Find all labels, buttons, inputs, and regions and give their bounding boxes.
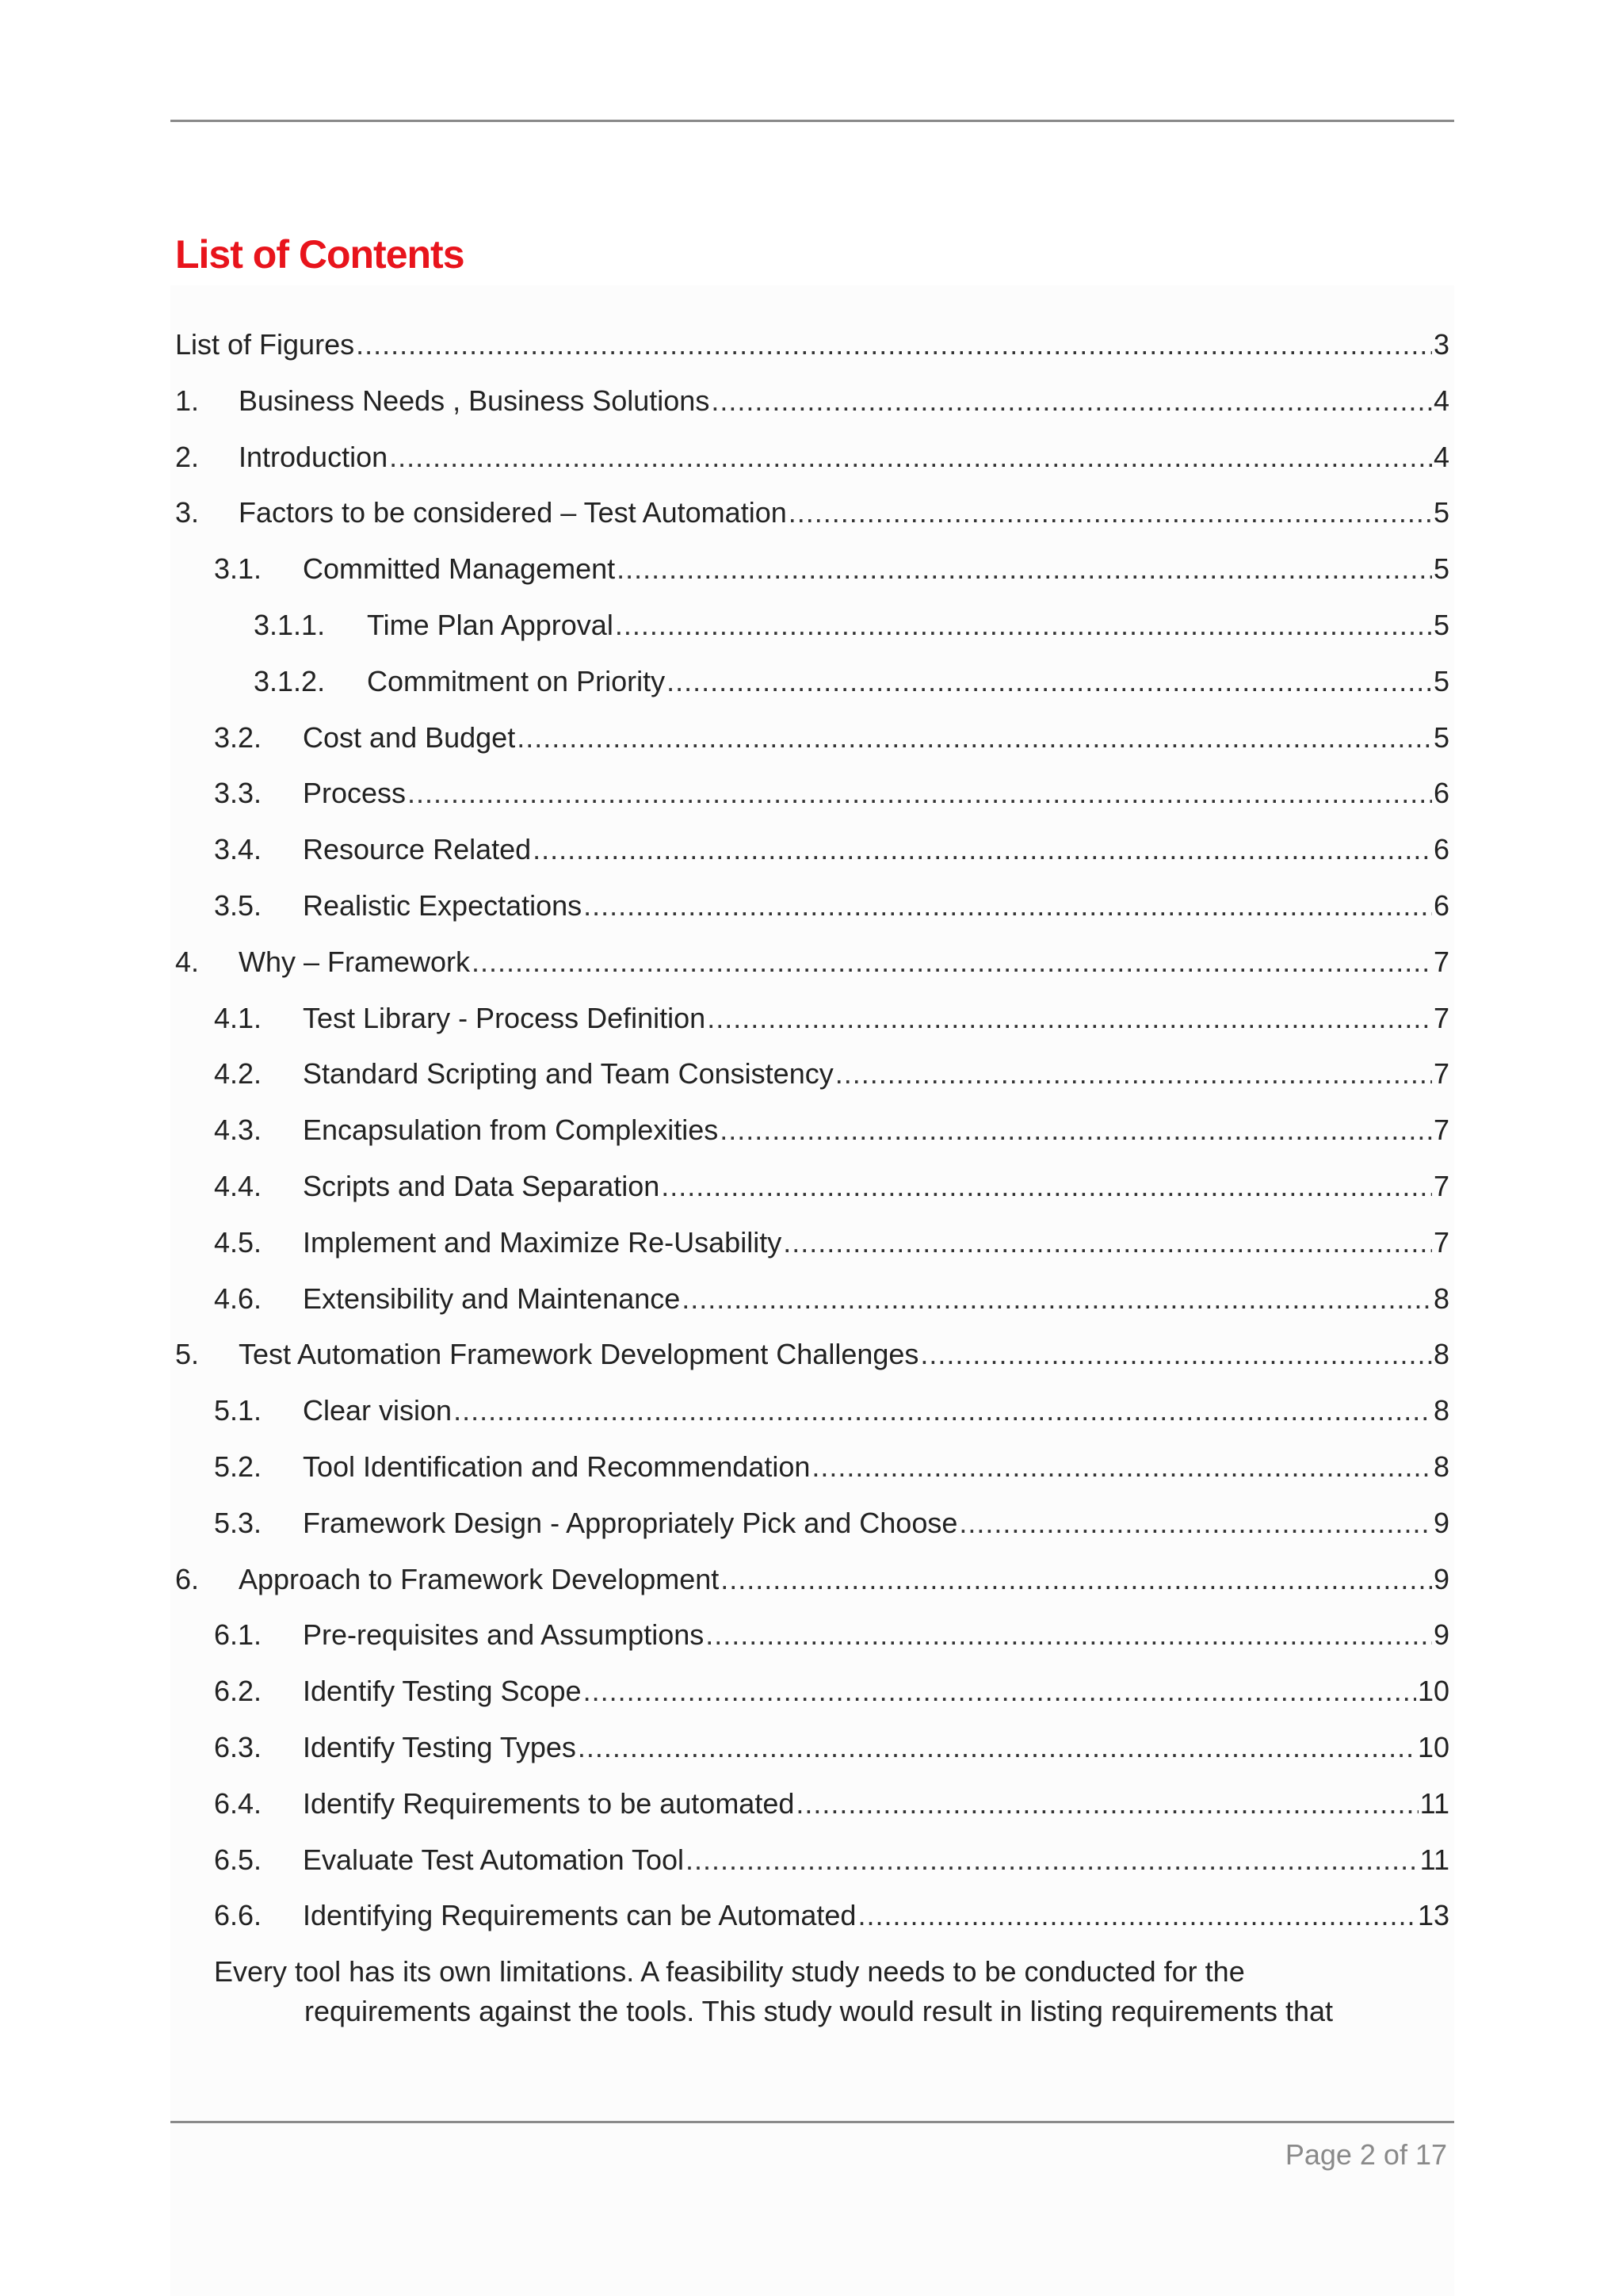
- toc-dot-leader: [453, 1391, 1432, 1431]
- toc-entry-label: Identifying Requirements can be Automated: [303, 1899, 857, 1932]
- toc-entry-number: 5.1.: [214, 1394, 262, 1427]
- toc-entry[interactable]: [214, 1110, 1449, 1150]
- body-paragraph: [214, 1952, 1450, 2031]
- toc-entry-page: 7: [1433, 1057, 1449, 1091]
- toc-entry-label: List of Figures: [175, 328, 355, 361]
- toc-entry-number: 6.6.: [214, 1899, 262, 1932]
- toc-entry[interactable]: [175, 942, 1449, 982]
- toc-entry-label: Cost and Budget: [303, 720, 516, 754]
- toc-entry-label: Time Plan Approval: [367, 609, 613, 641]
- toc-entry-page: 8: [1433, 1394, 1449, 1427]
- toc-dot-leader: [711, 381, 1432, 421]
- toc-entry[interactable]: [214, 774, 1449, 813]
- toc-entry[interactable]: [214, 1840, 1449, 1880]
- toc-entry-number: 3.1.2.: [254, 664, 326, 697]
- toc-dot-leader: [796, 1784, 1418, 1824]
- toc-entry-page: 6: [1433, 777, 1449, 810]
- toc-entry-number: 3.5.: [214, 889, 262, 922]
- toc-entry-label: Factors to be considered – Test Automation: [239, 496, 787, 529]
- toc-entry-number: 4.4.: [214, 1170, 262, 1202]
- paragraph-line-2: requirements against the tools. This study would result in listing requirements that: [304, 1995, 1333, 2027]
- toc-entry[interactable]: [175, 1560, 1449, 1599]
- toc-entry[interactable]: [214, 1615, 1449, 1655]
- toc-entry-label: Identify Testing Types: [303, 1731, 576, 1763]
- toc-entry-label: Extensibility and Maintenance: [303, 1282, 681, 1315]
- toc-dot-leader: [789, 493, 1432, 533]
- toc-entry-page: 9: [1433, 1618, 1449, 1652]
- toc-dot-leader: [720, 1110, 1432, 1150]
- toc-dot-leader: [617, 549, 1432, 589]
- toc-entry-page: 8: [1433, 1338, 1449, 1371]
- toc-entry[interactable]: [175, 325, 1449, 365]
- toc-dot-leader: [661, 1167, 1432, 1206]
- toc-dot-leader: [835, 1054, 1432, 1094]
- toc-entry[interactable]: [214, 718, 1449, 758]
- toc-entry-page: 11: [1419, 1843, 1449, 1876]
- toc-entry-label: Clear vision: [303, 1394, 453, 1427]
- toc-dot-leader: [959, 1503, 1432, 1543]
- toc-entry[interactable]: [214, 1728, 1449, 1767]
- toc-entry-page: 6: [1433, 889, 1449, 922]
- toc-entry-number: 6.2.: [214, 1675, 262, 1708]
- toc-entry-number: 1.: [175, 384, 200, 417]
- toc-entry[interactable]: [175, 1335, 1449, 1374]
- toc-dot-leader: [615, 606, 1432, 645]
- toc-entry-label: Process: [303, 777, 407, 810]
- toc-entry-number: 6.1.: [214, 1618, 262, 1652]
- toc-entry[interactable]: [214, 1503, 1449, 1543]
- toc-entry-number: 6.5.: [214, 1843, 262, 1876]
- toc-entry-number: 4.2.: [214, 1057, 262, 1091]
- footer-rule: [170, 2121, 1454, 2123]
- toc-entry-page: 5: [1433, 664, 1449, 697]
- toc-entry-page: 13: [1417, 1899, 1449, 1932]
- toc-dot-leader: [783, 1223, 1432, 1263]
- toc-entry-page: 8: [1433, 1450, 1449, 1483]
- toc-entry-page: 5: [1433, 496, 1449, 529]
- toc-entry-label: Test Library - Process Definition: [303, 1001, 706, 1034]
- toc-entry-number: 4.: [175, 945, 200, 978]
- toc-entry[interactable]: [175, 437, 1449, 477]
- toc-entry-label: Committed Management: [303, 552, 616, 586]
- toc-entry[interactable]: [214, 1896, 1449, 1935]
- toc-entry-number: 5.2.: [214, 1450, 262, 1483]
- toc-entry-number: 3.: [175, 496, 200, 529]
- toc-entry[interactable]: [214, 1671, 1449, 1711]
- toc-entry-number: 4.3.: [214, 1114, 262, 1147]
- toc-entry-page: 4: [1433, 384, 1449, 417]
- toc-heading: List of Contents: [175, 232, 464, 277]
- toc-dot-leader: [407, 774, 1432, 813]
- toc-entry-page: 5: [1433, 609, 1449, 641]
- toc-entry-number: 3.1.1.: [254, 609, 326, 641]
- toc-entry-label: Approach to Framework Development: [239, 1562, 720, 1595]
- paragraph-line-1: Every tool has its own limitations. A feasibility study needs to be conducted for the: [214, 1955, 1245, 1988]
- toc-dot-leader: [857, 1896, 1416, 1935]
- toc-entry-number: 6.4.: [214, 1786, 262, 1820]
- toc-entry-page: 7: [1433, 1225, 1449, 1259]
- toc-entry[interactable]: [175, 493, 1449, 533]
- toc-entry-number: 6.: [175, 1562, 200, 1595]
- toc-entry-page: 7: [1433, 1114, 1449, 1147]
- toc-entry-page: 7: [1433, 945, 1449, 978]
- toc-dot-leader: [517, 718, 1432, 758]
- toc-entry[interactable]: [214, 1167, 1449, 1206]
- toc-entry-page: 7: [1433, 1001, 1449, 1034]
- toc-dot-leader: [389, 437, 1432, 477]
- toc-entry-number: 4.1.: [214, 1001, 262, 1034]
- toc-dot-leader: [533, 830, 1432, 869]
- toc-entry-page: 5: [1433, 720, 1449, 754]
- toc-entry-number: 4.5.: [214, 1225, 262, 1259]
- toc-entry-page: 10: [1417, 1675, 1449, 1708]
- toc-entry-number: 6.3.: [214, 1731, 262, 1763]
- toc-entry-label: Implement and Maximize Re-Usability: [303, 1225, 782, 1259]
- toc-entry-page: 6: [1433, 833, 1449, 866]
- toc-entry-number: 3.3.: [214, 777, 262, 810]
- toc-entry-number: 4.6.: [214, 1282, 262, 1315]
- toc-dot-leader: [812, 1447, 1432, 1487]
- toc-entry-label: Commitment on Priority: [367, 664, 666, 697]
- page-number: Page 2 of 17: [1285, 2138, 1447, 2171]
- toc-entry-number: 5.: [175, 1338, 200, 1371]
- toc-dot-leader: [685, 1840, 1419, 1880]
- toc-entry-label: Business Needs , Business Solutions: [239, 384, 710, 417]
- toc-entry-label: Resource Related: [303, 833, 532, 866]
- toc-entry-page: 7: [1433, 1170, 1449, 1202]
- toc-entry-page: 8: [1433, 1282, 1449, 1315]
- toc-entry-page: 9: [1433, 1506, 1449, 1539]
- toc-entry[interactable]: [214, 999, 1449, 1038]
- toc-dot-leader: [583, 886, 1432, 926]
- toc-entry[interactable]: [214, 830, 1449, 869]
- toc-entry-label: Introduction: [239, 440, 388, 473]
- toc-entry-label: Why – Framework: [239, 945, 471, 978]
- toc-entry-number: 3.1.: [214, 552, 262, 586]
- toc-dot-leader: [356, 325, 1432, 365]
- toc-entry-label: Evaluate Test Automation Tool: [303, 1843, 684, 1876]
- toc-entry-label: Identify Testing Scope: [303, 1675, 582, 1708]
- toc-entry-label: Scripts and Data Separation: [303, 1170, 660, 1202]
- toc-entry-number: 2.: [175, 440, 200, 473]
- toc-entry-page: 10: [1417, 1731, 1449, 1763]
- toc-entry-page: 3: [1433, 328, 1449, 361]
- toc-entry-label: Encapsulation from Complexities: [303, 1114, 719, 1147]
- toc-entry[interactable]: [214, 1279, 1449, 1319]
- toc-entry[interactable]: [214, 1391, 1449, 1431]
- toc-entry-label: Tool Identification and Recommendation: [303, 1450, 811, 1483]
- toc-entry[interactable]: [214, 886, 1449, 926]
- toc-dot-leader: [920, 1335, 1432, 1374]
- toc-entry-label: Framework Design - Appropriately Pick and Choose: [303, 1506, 958, 1539]
- toc-dot-leader: [707, 999, 1432, 1038]
- toc-entry-label: Test Automation Framework Development Challenges: [239, 1338, 919, 1371]
- toc-entry-label: Realistic Expectations: [303, 889, 582, 922]
- toc-entry-page: 9: [1433, 1562, 1449, 1595]
- toc-entry-label: Pre-requisites and Assumptions: [303, 1618, 705, 1652]
- toc-entry-number: 5.3.: [214, 1506, 262, 1539]
- toc-entry[interactable]: [175, 381, 1449, 421]
- toc-entry[interactable]: [214, 1223, 1449, 1263]
- toc-entry-label: Standard Scripting and Team Consistency: [303, 1057, 834, 1091]
- toc-entry-label: Identify Requirements to be automated: [303, 1786, 795, 1820]
- toc-dot-leader: [578, 1728, 1416, 1767]
- toc-entry-page: 5: [1433, 552, 1449, 586]
- toc-entry[interactable]: [214, 1054, 1449, 1094]
- toc-dot-leader: [666, 662, 1432, 701]
- toc-entry-page: 4: [1433, 440, 1449, 473]
- toc-entry[interactable]: [214, 1784, 1449, 1824]
- toc-dot-leader: [682, 1279, 1432, 1319]
- toc-entry[interactable]: [254, 606, 1449, 645]
- toc-dot-leader: [472, 942, 1432, 982]
- header-rule: [170, 120, 1454, 122]
- toc-entry-number: 3.2.: [214, 720, 262, 754]
- toc-dot-leader: [720, 1560, 1432, 1599]
- toc-entry[interactable]: [214, 1447, 1449, 1487]
- toc-dot-leader: [583, 1671, 1416, 1711]
- toc-entry[interactable]: [254, 662, 1449, 701]
- toc-entry[interactable]: [214, 549, 1449, 589]
- toc-entry-number: 3.4.: [214, 833, 262, 866]
- toc-dot-leader: [705, 1615, 1432, 1655]
- toc-entry-page: 11: [1419, 1786, 1449, 1820]
